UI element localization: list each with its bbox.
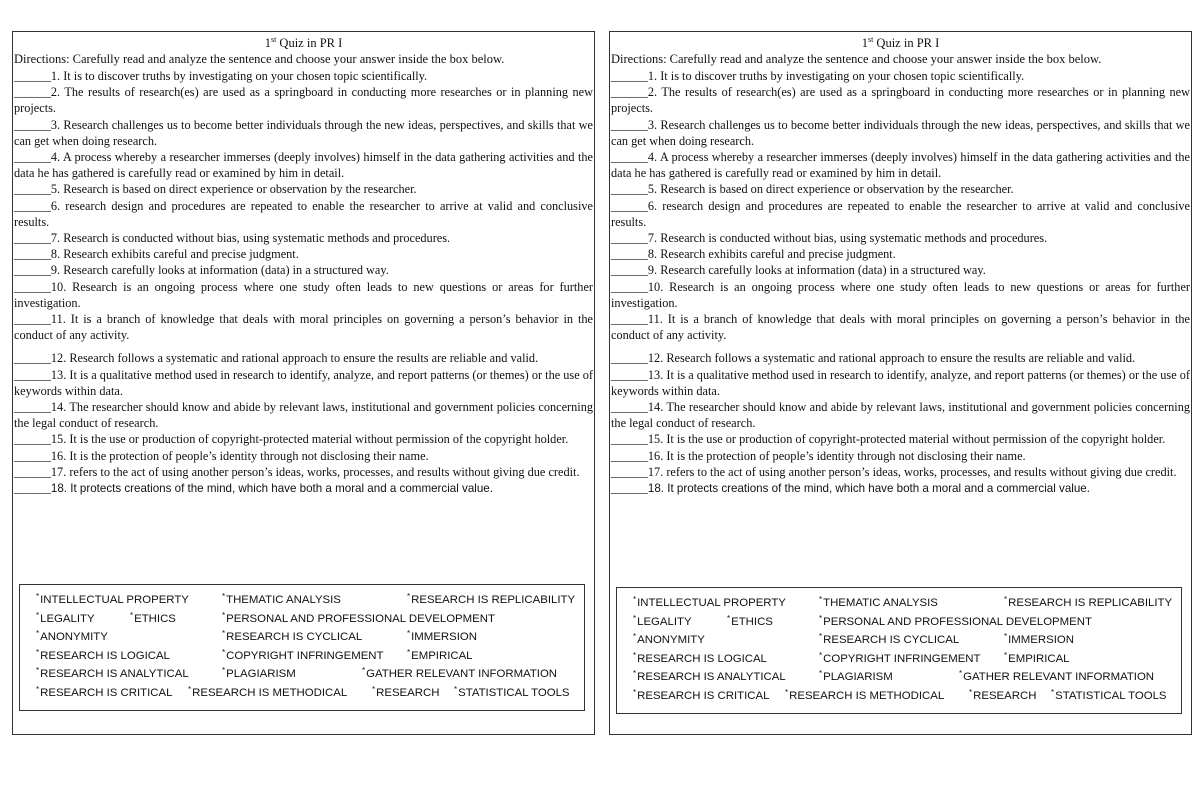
answer-blank[interactable]: ______: [611, 312, 648, 327]
choice-item: *PERSONAL AND PROFESSIONAL DEVELOPMENT: [819, 613, 1092, 628]
question-text: 12. Research follows a systematic and rational approach to ensure the results are reliable and valid.: [647, 351, 1136, 366]
question-text: 17. refers to the act of using another person’s ideas, works, processes, and results without giving due credit.: [50, 464, 580, 479]
answer-blank[interactable]: ______: [14, 367, 51, 382]
question-item: [14, 68, 593, 84]
bullet-icon: *: [633, 669, 637, 678]
question-text: 1. It is to discover truths by investigating on your chosen topic scientifically.: [50, 69, 428, 83]
question-text: 16. It is the protection of people’s identity through not disclosing their name.: [647, 448, 1026, 463]
bullet-icon: *: [36, 684, 40, 694]
answer-blank[interactable]: ______: [611, 182, 648, 197]
quiz-panel-left: [12, 31, 595, 735]
question-item: [611, 246, 1190, 262]
choice-item: *ANONYMITY: [36, 629, 108, 643]
bullet-icon: *: [372, 684, 376, 694]
choice-row: [20, 610, 584, 628]
question-text: 13. It is a qualitative method used in research to identify, analyze, and report patterns (or themes) or the use of keywords within data.: [611, 367, 1190, 398]
question-item: [14, 230, 593, 246]
question-text: 11. It is a branch of knowledge that deals with moral principles on governing a person’s behavior in the conduct of any activity.: [611, 312, 1190, 343]
choice-item: *EMPIRICAL: [407, 647, 473, 662]
answer-blank[interactable]: ______: [14, 85, 51, 100]
question-text: 8. Research exhibits careful and precise judgment.: [50, 247, 299, 262]
bullet-icon: *: [633, 613, 637, 623]
question-text: 3. Research challenges us to become better individuals through the new ideas, perspectives, and skills that we can get when doing research.: [611, 117, 1190, 148]
question-item: [611, 431, 1190, 447]
answer-blank[interactable]: ______: [14, 448, 51, 463]
question-item: [14, 311, 593, 343]
bullet-icon: *: [633, 687, 637, 697]
question-text: 15. It is the use or production of copyright-protected material without permission of the copyright holder.: [647, 432, 1166, 447]
question-text: 1. It is to discover truths by investigating on your chosen topic scientifically.: [647, 69, 1025, 83]
bullet-icon: *: [36, 592, 40, 601]
question-item: [14, 431, 593, 447]
bullet-icon: *: [633, 650, 637, 660]
choice-row: [20, 684, 584, 702]
choice-item: *STATISTICAL TOOLS: [454, 684, 570, 699]
question-item: [14, 198, 593, 230]
answer-blank[interactable]: ______: [611, 279, 648, 294]
bullet-icon: *: [222, 666, 226, 675]
answer-blank[interactable]: ______: [611, 117, 648, 132]
answer-blank[interactable]: ______: [14, 150, 51, 165]
question-item: [14, 464, 593, 480]
choice-item: *RESEARCH IS CRITICAL: [36, 684, 173, 699]
question-item: [14, 399, 593, 431]
choice-item: *RESEARCH IS ANALYTICAL: [633, 669, 786, 683]
question-item: [14, 367, 593, 399]
question-text: 4. A process whereby a researcher immerses (deeply involves) himself in the data gathering activities and the data he has gathered is carefully read or examined by him in detail.: [611, 150, 1190, 181]
question-item: [611, 399, 1190, 431]
question-item: [14, 84, 593, 116]
bullet-icon: *: [407, 592, 411, 601]
choice-item: *THEMATIC ANALYSIS: [819, 595, 938, 609]
choice-item: *GATHER RELEVANT INFORMATION: [959, 669, 1155, 683]
choice-item: *THEMATIC ANALYSIS: [222, 592, 341, 606]
bullet-icon: *: [407, 629, 411, 638]
answer-blank[interactable]: ______: [611, 69, 648, 83]
question-item: [611, 350, 1190, 366]
question-item: [14, 246, 593, 262]
answer-blank[interactable]: ______: [14, 481, 51, 496]
bullet-icon: *: [785, 687, 789, 697]
choice-item: *IMMERSION: [1004, 632, 1074, 646]
choice-row: [20, 591, 584, 609]
question-text: 15. It is the use or production of copyright-protected material without permission of the copyright holder.: [50, 432, 569, 447]
answer-blank[interactable]: ______: [611, 247, 648, 262]
question-item: [611, 181, 1190, 197]
question-text: 6. research design and procedures are repeated to enable the researcher to arrive at valid and conclusive results.: [611, 198, 1190, 229]
question-text: 18. It protects creations of the mind, which have both a moral and a commercial value.: [50, 482, 493, 496]
question-text: 13. It is a qualitative method used in research to identify, analyze, and report patterns (or themes) or the use of keywords within data.: [14, 367, 593, 398]
question-item: [14, 181, 593, 197]
choice-item: *RESEARCH: [969, 687, 1037, 702]
question-item: [14, 117, 593, 149]
answer-blank[interactable]: ______: [611, 432, 648, 447]
question-text: 7. Research is conducted without bias, using systematic methods and procedures.: [647, 231, 1048, 246]
choice-item: *RESEARCH IS CYCLICAL: [819, 632, 960, 646]
choice-item: *INTELLECTUAL PROPERTY: [633, 595, 786, 609]
question-item: [611, 230, 1190, 246]
answer-blank[interactable]: ______: [14, 231, 51, 246]
question-text: 10. Research is an ongoing process where one study often leads to new questions or areas for further investigation.: [611, 279, 1190, 310]
answer-blank[interactable]: ______: [611, 351, 648, 366]
choice-item: *COPYRIGHT INFRINGEMENT: [222, 647, 384, 662]
bullet-icon: *: [819, 669, 823, 678]
question-item: [611, 279, 1190, 311]
question-text: 6. research design and procedures are repeated to enable the researcher to arrive at valid and conclusive results.: [14, 198, 593, 229]
answer-blank[interactable]: ______: [611, 481, 648, 496]
choice-row: [617, 668, 1181, 686]
choice-item: *RESEARCH IS METHODICAL: [785, 687, 945, 702]
question-item: [611, 149, 1190, 181]
answer-blank[interactable]: ______: [14, 400, 51, 415]
answer-blank[interactable]: ______: [611, 85, 648, 100]
bullet-icon: *: [1004, 650, 1008, 660]
answer-blank[interactable]: ______: [14, 312, 51, 327]
question-item: [611, 198, 1190, 230]
question-item: [14, 350, 593, 366]
choice-item: *RESEARCH IS REPLICABILITY: [1004, 595, 1173, 609]
bullet-icon: *: [362, 666, 366, 675]
quiz-title: 1st Quiz in PR I: [861, 35, 940, 50]
answer-choices-box: [616, 587, 1182, 714]
question-item: [14, 149, 593, 181]
answer-blank[interactable]: ______: [14, 464, 51, 479]
question-text: 18. It protects creations of the mind, which have both a moral and a commercial value.: [647, 482, 1090, 496]
bullet-icon: *: [1004, 632, 1008, 641]
choice-item: *ANONYMITY: [633, 632, 705, 646]
choice-row: [617, 594, 1181, 612]
question-text: 10. Research is an ongoing process where one study often leads to new questions or areas for further investigation.: [14, 279, 593, 310]
bullet-icon: *: [130, 610, 134, 620]
question-item: [611, 262, 1190, 278]
choice-item: *RESEARCH IS LOGICAL: [633, 650, 767, 665]
choice-row: [20, 628, 584, 646]
choice-item: *ETHICS: [727, 613, 773, 628]
answer-choices-box: [19, 584, 585, 711]
question-text: 4. A process whereby a researcher immerses (deeply involves) himself in the data gathering activities and the data he has gathered is carefully read or examined by him in detail.: [14, 150, 593, 181]
choice-item: *PLAGIARISM: [819, 669, 893, 683]
quiz-directions: Directions: Carefully read and analyze the sentence and choose your answer inside the box below.: [14, 52, 505, 66]
question-text: 14. The researcher should know and abide by relevant laws, institutional and government policies concerning the legal conduct of research.: [611, 400, 1190, 431]
answer-blank[interactable]: ______: [611, 198, 648, 213]
bullet-icon: *: [819, 650, 823, 660]
question-text: 5. Research is based on direct experience or observation by the researcher.: [647, 182, 1014, 197]
question-text: 11. It is a branch of knowledge that deals with moral principles on governing a person’s behavior in the conduct of any activity.: [14, 312, 593, 343]
choice-item: *RESEARCH IS LOGICAL: [36, 647, 170, 662]
choice-row: [617, 613, 1181, 631]
question-item: [611, 311, 1190, 343]
choice-item: *EMPIRICAL: [1004, 650, 1070, 665]
choice-row: [617, 631, 1181, 649]
answer-blank[interactable]: ______: [14, 69, 51, 83]
bullet-icon: *: [407, 647, 411, 657]
choice-row: [20, 647, 584, 665]
bullet-icon: *: [1004, 595, 1008, 604]
question-item: [611, 117, 1190, 149]
choice-row: [617, 650, 1181, 668]
answer-blank[interactable]: ______: [14, 351, 51, 366]
answer-blank[interactable]: ______: [14, 263, 51, 278]
choice-item: *GATHER RELEVANT INFORMATION: [362, 666, 558, 680]
answer-blank[interactable]: ______: [14, 432, 51, 447]
choice-item: *STATISTICAL TOOLS: [1051, 687, 1167, 702]
question-text: 3. Research challenges us to become better individuals through the new ideas, perspectives, and skills that we can get when doing research.: [14, 117, 593, 148]
answer-blank[interactable]: ______: [14, 247, 51, 262]
bullet-icon: *: [188, 684, 192, 694]
bullet-icon: *: [222, 629, 226, 638]
choice-item: *IMMERSION: [407, 629, 477, 643]
choice-item: *ETHICS: [130, 610, 176, 625]
bullet-icon: *: [819, 632, 823, 641]
question-list: [610, 68, 1191, 497]
bullet-icon: *: [36, 647, 40, 657]
question-text: 9. Research carefully looks at information (data) in a structured way.: [50, 263, 389, 278]
bullet-icon: *: [969, 687, 973, 697]
question-item: [611, 367, 1190, 399]
choice-item: *PLAGIARISM: [222, 666, 296, 680]
bullet-icon: *: [36, 629, 40, 638]
choice-item: *LEGALITY: [633, 613, 692, 628]
choice-row: [617, 687, 1181, 705]
choice-item: *RESEARCH IS METHODICAL: [188, 684, 348, 699]
question-item: [14, 480, 593, 497]
choice-item: *PERSONAL AND PROFESSIONAL DEVELOPMENT: [222, 610, 495, 625]
bullet-icon: *: [222, 647, 226, 657]
question-item: [611, 480, 1190, 497]
answer-blank[interactable]: ______: [14, 117, 51, 132]
question-text: 16. It is the protection of people’s identity through not disclosing their name.: [50, 448, 429, 463]
question-item: [14, 448, 593, 464]
question-text: 17. refers to the act of using another person’s ideas, works, processes, and results without giving due credit.: [647, 464, 1177, 479]
quiz-title: 1st Quiz in PR I: [264, 35, 343, 50]
bullet-icon: *: [819, 613, 823, 623]
choice-item: *RESEARCH IS ANALYTICAL: [36, 666, 189, 680]
answer-blank[interactable]: ______: [611, 367, 648, 382]
question-list: [13, 68, 594, 497]
answer-blank[interactable]: ______: [611, 400, 648, 415]
choice-item: *RESEARCH IS CYCLICAL: [222, 629, 363, 643]
question-item: [14, 279, 593, 311]
choice-item: *INTELLECTUAL PROPERTY: [36, 592, 189, 606]
bullet-icon: *: [36, 610, 40, 620]
bullet-icon: *: [727, 613, 731, 623]
choice-row: [20, 665, 584, 683]
bullet-icon: *: [222, 610, 226, 620]
quiz-directions: Directions: Carefully read and analyze the sentence and choose your answer inside the box below.: [611, 52, 1102, 66]
question-text: 12. Research follows a systematic and rational approach to ensure the results are reliable and valid.: [50, 351, 539, 366]
answer-blank[interactable]: ______: [611, 150, 648, 165]
question-item: [611, 84, 1190, 116]
answer-blank[interactable]: ______: [611, 263, 648, 278]
question-text: 8. Research exhibits careful and precise judgment.: [647, 247, 896, 262]
question-item: [611, 464, 1190, 480]
question-item: [611, 68, 1190, 84]
bullet-icon: *: [222, 592, 226, 601]
bullet-icon: *: [36, 666, 40, 675]
question-text: 7. Research is conducted without bias, using systematic methods and procedures.: [50, 231, 451, 246]
bullet-icon: *: [1051, 687, 1055, 697]
answer-blank[interactable]: ______: [611, 464, 648, 479]
question-text: 2. The results of research(es) are used as a springboard in conducting more researches or in planning new projects.: [611, 85, 1190, 116]
bullet-icon: *: [633, 632, 637, 641]
bullet-icon: *: [819, 595, 823, 604]
question-text: 5. Research is based on direct experience or observation by the researcher.: [50, 182, 417, 197]
question-text: 2. The results of research(es) are used as a springboard in conducting more researches or in planning new projects.: [14, 85, 593, 116]
quiz-panel-right: [609, 31, 1192, 735]
bullet-icon: *: [633, 595, 637, 604]
question-text: 14. The researcher should know and abide by relevant laws, institutional and government policies concerning the legal conduct of research.: [14, 400, 593, 431]
question-item: [14, 262, 593, 278]
choice-item: *RESEARCH IS CRITICAL: [633, 687, 770, 702]
answer-blank[interactable]: ______: [14, 198, 51, 213]
answer-blank[interactable]: ______: [611, 231, 648, 246]
choice-item: *COPYRIGHT INFRINGEMENT: [819, 650, 981, 665]
question-text: 9. Research carefully looks at information (data) in a structured way.: [647, 263, 986, 278]
bullet-icon: *: [959, 669, 963, 678]
bullet-icon: *: [454, 684, 458, 694]
question-item: [611, 448, 1190, 464]
answer-blank[interactable]: ______: [14, 279, 51, 294]
choice-item: *RESEARCH: [372, 684, 440, 699]
choice-item: *LEGALITY: [36, 610, 95, 625]
answer-blank[interactable]: ______: [14, 182, 51, 197]
choice-item: *RESEARCH IS REPLICABILITY: [407, 592, 576, 606]
answer-blank[interactable]: ______: [611, 448, 648, 463]
